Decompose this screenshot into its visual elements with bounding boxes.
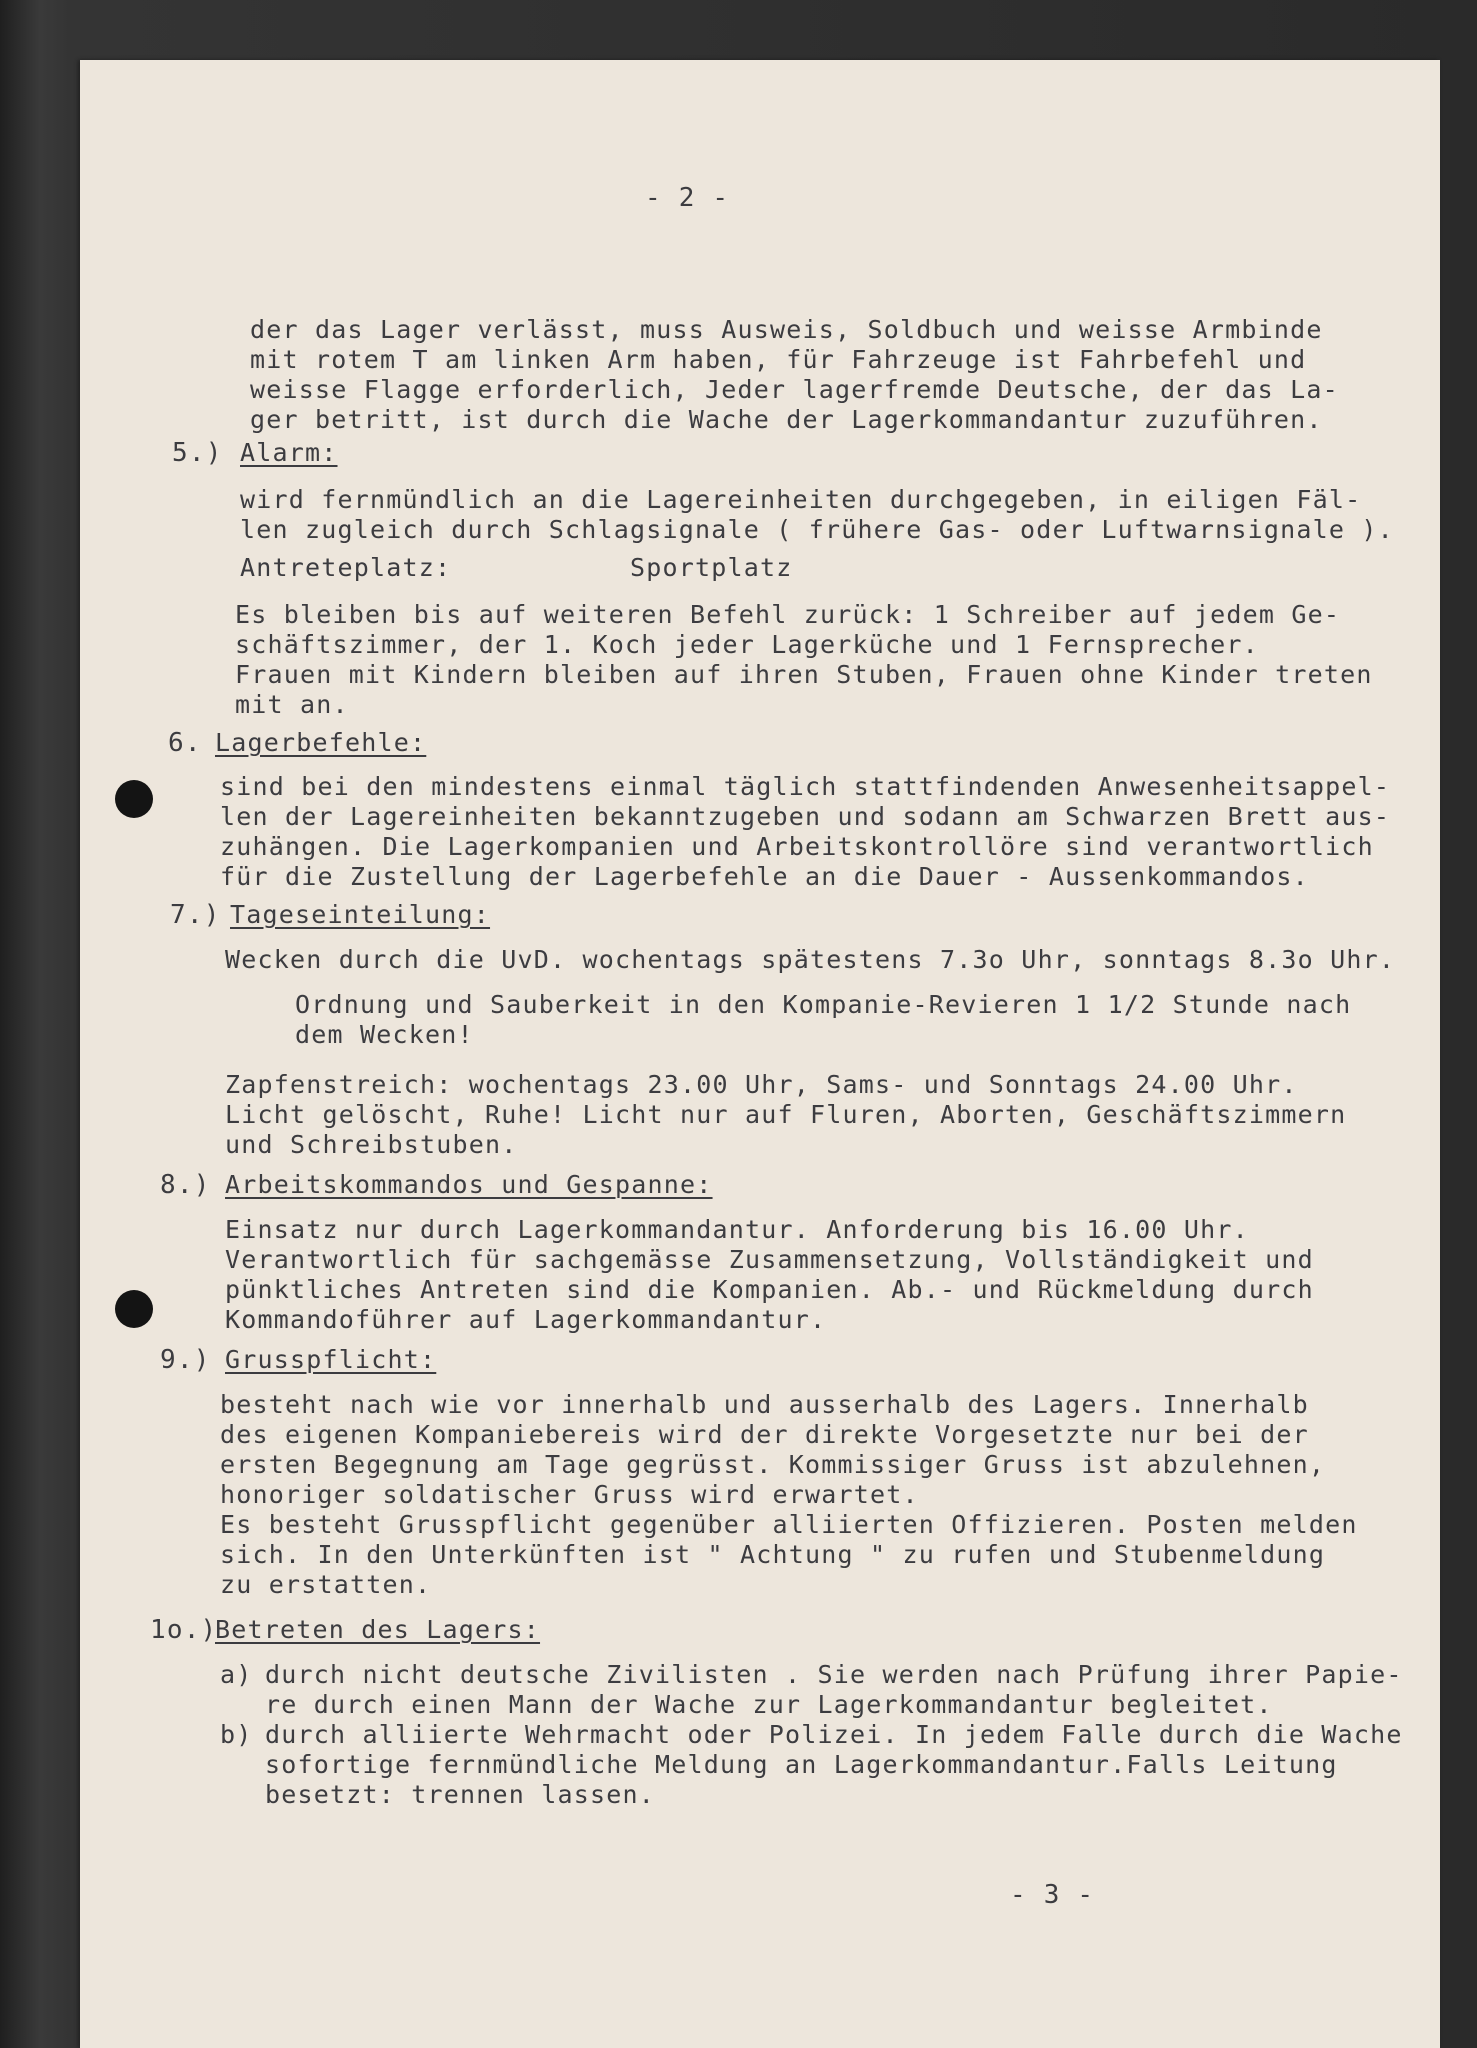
intro-line-4: ger betritt, ist durch die Wache der Lagerkommandantur zuzuführen.: [250, 405, 1323, 434]
section-8-number: 8.): [160, 1170, 211, 1200]
section-9-line-4: honoriger soldatischer Gruss wird erwartet.: [220, 1480, 919, 1509]
section-9-line-5: Es besteht Grusspflicht gegenüber alliierten Offizieren. Posten melden: [220, 1510, 1358, 1539]
section-9-line-2: des eigenen Kompaniebereis wird der direkte Vorgesetzte nur bei der: [220, 1420, 1309, 1449]
section-6-line-4: für die Zustellung der Lagerbefehle an die Dauer - Aussenkommandos.: [220, 862, 1309, 891]
intro-line-3: weisse Flagge erforderlich, Jeder lagerfremde Deutsche, der das La-: [250, 375, 1339, 404]
section-10-item-b-line-1: durch alliierte Wehrmacht oder Polizei. In jedem Falle durch die Wache: [265, 1720, 1403, 1749]
section-9-title: Grusspflicht:: [225, 1345, 437, 1374]
section-10-item-b-line-3: besetzt: trennen lassen.: [265, 1780, 656, 1809]
section-5-line-5: schäftszimmer, der 1. Koch jeder Lagerküche und 1 Fernsprecher.: [235, 630, 1259, 659]
section-6-number: 6.: [168, 728, 202, 758]
punch-hole-upper: [115, 780, 153, 818]
section-7-line-5: Licht gelöscht, Ruhe! Licht nur auf Fluren, Aborten, Geschäftszimmern: [225, 1100, 1347, 1129]
section-9-line-1: besteht nach wie vor innerhalb und ausserhalb des Lagers. Innerhalb: [220, 1390, 1309, 1419]
section-7-line-2: Ordnung und Sauberkeit in den Kompanie-Revieren 1 1/2 Stunde nach: [295, 990, 1352, 1019]
section-10-item-b-line-2: sofortige fernmündliche Meldung an Lagerkommandantur.Falls Leitung: [265, 1750, 1338, 1779]
section-8-line-3: pünktliches Antreten sind die Kompanien. Ab.- und Rückmeldung durch: [225, 1275, 1314, 1304]
section-10-item-a-marker: a): [220, 1660, 253, 1689]
section-7-line-1: Wecken durch die UvD. wochentags spätestens 7.3o Uhr, sonntags 8.3o Uhr.: [225, 945, 1396, 974]
document-page: [80, 60, 1440, 2048]
section-6-title: Lagerbefehle:: [215, 728, 427, 757]
section-8-line-2: Verantwortlich für sachgemässe Zusammensetzung, Vollständigkeit und: [225, 1245, 1314, 1274]
section-7-line-6: und Schreibstuben.: [225, 1130, 518, 1159]
punch-hole-lower: [115, 1290, 153, 1328]
section-7-line-4: Zapfenstreich: wochentags 23.00 Uhr, Sams- und Sonntags 24.00 Uhr.: [225, 1070, 1298, 1099]
section-10-title: Betreten des Lagers:: [215, 1615, 541, 1644]
intro-line-2: mit rotem T am linken Arm haben, für Fahrzeuge ist Fahrbefehl und: [250, 345, 1307, 374]
section-8-line-4: Kommandoführer auf Lagerkommandantur.: [225, 1305, 827, 1334]
section-10-item-b-marker: b): [220, 1720, 253, 1749]
section-5-number: 5.): [172, 438, 223, 468]
section-9-line-7: zu erstatten.: [220, 1570, 432, 1599]
section-6-line-1: sind bei den mindestens einmal täglich stattfindenden Anwesenheitsappel-: [220, 772, 1391, 801]
section-6-line-3: zuhängen. Die Lagerkompanien und Arbeitskontrollöre sind verantwortlich: [220, 832, 1374, 861]
section-5-line-3: Antreteplatz: Sportplatz: [240, 553, 793, 582]
page-number-footer: - 3 -: [1010, 1880, 1095, 1910]
section-5-line-4: Es bleiben bis auf weiteren Befehl zurück: 1 Schreiber auf jedem Ge-: [235, 600, 1341, 629]
section-10-item-a-line-2: re durch einen Mann der Wache zur Lagerkommandantur begleitet.: [265, 1690, 1273, 1719]
section-8-line-1: Einsatz nur durch Lagerkommandantur. Anforderung bis 16.00 Uhr.: [225, 1215, 1249, 1244]
section-10-item-a-line-1: durch nicht deutsche Zivilisten . Sie werden nach Prüfung ihrer Papie-: [265, 1660, 1403, 1689]
section-8-title: Arbeitskommandos und Gespanne:: [225, 1170, 713, 1199]
section-7-title: Tageseinteilung:: [230, 900, 491, 929]
intro-line-1: der das Lager verlässt, muss Ausweis, Soldbuch und weisse Armbinde: [250, 315, 1323, 344]
page-number-header: - 2 -: [645, 183, 730, 213]
section-5-line-6: Frauen mit Kindern bleiben auf ihren Stuben, Frauen ohne Kinder treten: [235, 660, 1373, 689]
section-7-line-3: dem Wecken!: [295, 1020, 474, 1049]
section-9-line-6: sich. In den Unterkünften ist " Achtung " zu rufen und Stubenmeldung: [220, 1540, 1326, 1569]
section-9-line-3: ersten Begegnung am Tage gegrüsst. Kommissiger Gruss ist abzulehnen,: [220, 1450, 1326, 1479]
section-9-number: 9.): [160, 1345, 211, 1375]
section-7-number: 7.): [170, 900, 221, 930]
section-5-line-1: wird fernmündlich an die Lagereinheiten durchgegeben, in eiligen Fäl-: [240, 485, 1362, 514]
section-5-line-7: mit an.: [235, 690, 349, 719]
section-5-title: Alarm:: [240, 438, 338, 467]
section-10-number: 1o.): [150, 1615, 218, 1645]
section-6-line-2: len der Lagereinheiten bekanntzugeben und sodann am Schwarzen Brett aus-: [220, 802, 1391, 831]
section-5-line-2: len zugleich durch Schlagsignale ( frühere Gas- oder Luftwarnsignale ).: [240, 515, 1394, 544]
